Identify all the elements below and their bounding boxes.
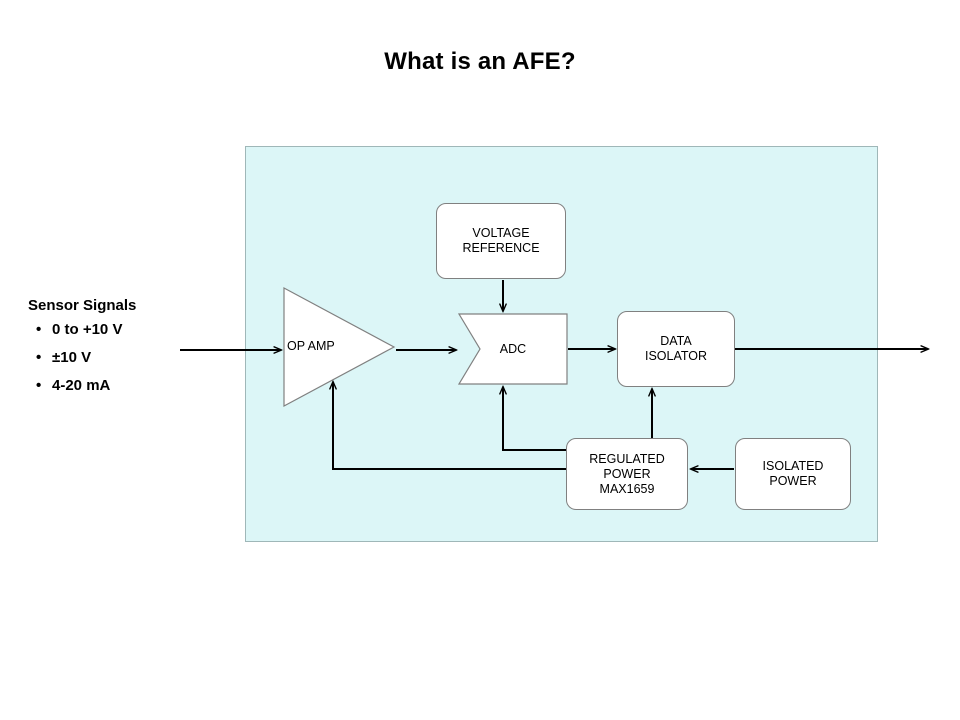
block-voltage-reference[interactable] [436, 203, 566, 279]
sensor-signals-heading: Sensor Signals [28, 297, 137, 314]
regulated-power-label-line2: POWER [603, 466, 651, 481]
block-data-isolator[interactable] [617, 311, 735, 387]
op-amp-label: OP AMP [287, 339, 335, 353]
list-item-label: 0 to +10 V [52, 321, 123, 338]
page-title: What is an AFE? [384, 48, 576, 75]
list-item-label: ±10 V [52, 349, 92, 366]
list-item [36, 372, 228, 400]
list-item [36, 344, 228, 372]
block-adc[interactable] [458, 313, 568, 385]
isolated-power-label-line1: ISOLATED [762, 459, 824, 473]
voltage-reference-label-line2: REFERENCE [462, 241, 540, 255]
bullet-icon: • [36, 377, 42, 394]
bullet-icon: • [36, 321, 42, 338]
data-isolator-label-line2: ISOLATOR [644, 349, 708, 363]
data-isolator-label-line1: DATA [660, 334, 692, 348]
regulated-power-part-number: MAX1659 [599, 481, 655, 496]
regulated-power-label-line1: REGULATED [589, 451, 665, 466]
block-op-amp[interactable] [283, 287, 396, 407]
list-item [36, 316, 228, 344]
isolated-power-label-line2: POWER [769, 474, 817, 488]
sensor-signals-panel [28, 296, 228, 400]
adc-label: ADC [499, 342, 527, 356]
voltage-reference-label-line1: VOLTAGE [472, 226, 530, 240]
block-isolated-power[interactable] [735, 438, 851, 510]
bullet-icon: • [36, 349, 42, 366]
list-item-label: 4-20 mA [52, 377, 111, 394]
block-regulated-power[interactable] [566, 438, 688, 510]
